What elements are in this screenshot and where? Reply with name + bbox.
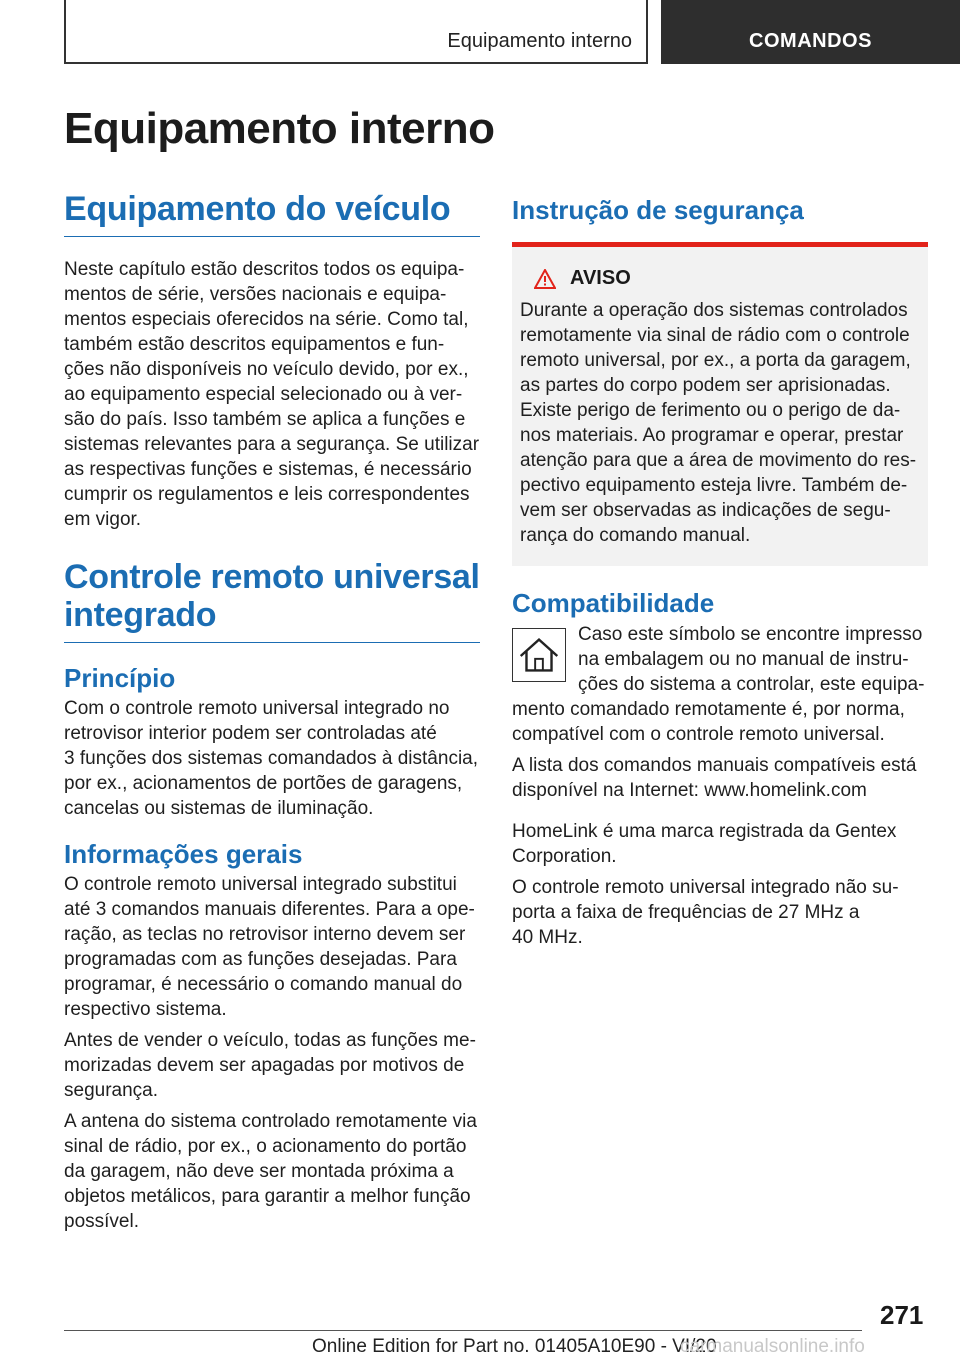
- para-before-selling: Antes de vender o veículo, todas as funções me- morizadas devem ser apagadas por motivos de segurança.: [64, 1030, 476, 1101]
- header-section-box: [64, 0, 648, 64]
- para-compatibility-side: Caso este símbolo se encontre impresso na embalagem ou no manual de instru- ções do sistema a controlar, este equipa-: [578, 624, 925, 695]
- para-frequency: O controle remoto universal integrado não su- porta a faixa de frequências de 27 MHz a 40 MHz.: [512, 877, 899, 948]
- heading-general-info: Informações gerais: [64, 839, 303, 869]
- heading-principle: Princípio: [64, 663, 176, 693]
- heading-compatibility: Compatibilidade: [512, 588, 715, 618]
- para-homelink-trademark: HomeLink é uma marca registrada da Gentex Corporation.: [512, 821, 897, 867]
- para-principle: Com o controle remoto universal integrado no retrovisor interior podem ser controladas até 3 funções dos sistemas comandados à distância, por ex., acionamentos de portões de garagens, cancelas ou sistemas de iluminação.: [64, 698, 479, 819]
- para-compatible-list: A lista dos comandos manuais compatíveis está disponível na Internet: www.homelink.com: [512, 755, 917, 801]
- heading-universal-remote: Controle remoto universal integrado: [64, 558, 480, 643]
- warning-label: AVISO: [570, 267, 631, 289]
- header-chapter-box: [661, 0, 960, 64]
- header-section-title: Equipamento interno: [447, 30, 632, 52]
- home-icon: [512, 628, 566, 682]
- footer-edition: Online Edition for Part no. 01405A10E90 - VI/20: [312, 1336, 717, 1357]
- warning-text: Durante a operação dos sistemas controlados remotamente via sinal de rádio com o controle remoto universal, por ex., a porta da garagem, as partes do corpo podem ser aprisionadas. Existe perigo de ferimento ou o perigo de da- nos materiais. Ao programar e operar, prestar atenção para que a área de movimento do res- pectivo equipamento esteja livre. Também de- vem ser observadas as indicações de segu- rança do comando manual.: [520, 300, 917, 546]
- heading-safety-instruction: Instrução de segurança: [512, 195, 804, 225]
- page-number: 271: [880, 1300, 924, 1330]
- para-vehicle-equipment: Neste capítulo estão descritos todos os equipa- mentos de série, versões nacionais e equipa- mentos especiais oferecidos na série. Como tal, também estão descritos equipamentos e fun- ções não disponíveis no veículo devido, por ex., ao equipamento especial selecionado ou à ver- são do país. Isso também se aplica a funções e sistemas relevantes para a segurança. Se utilizar as respectivas funções e sistemas, é necessário cumprir os regulamentos e leis correspondentes em vigor.: [64, 259, 480, 530]
- right-column: [512, 190, 928, 950]
- warning-triangle-icon: [534, 269, 556, 289]
- header-chapter-title: COMANDOS: [749, 30, 872, 52]
- left-column: [64, 190, 480, 1234]
- watermark: carmanualsonline.info: [680, 1336, 865, 1357]
- page-title: Equipamento interno: [64, 104, 495, 153]
- para-general-info: O controle remoto universal integrado substitui até 3 comandos manuais diferentes. Para a ope- ração, as teclas no retrovisor interno devem ser programadas com as funções desejadas. Para programar, é necessário o comando manual do respectivo sistema.: [64, 874, 475, 1020]
- footer-divider: [64, 1330, 862, 1331]
- warning-box: [512, 242, 928, 566]
- heading-vehicle-equipment: Equipamento do veículo: [64, 190, 480, 237]
- para-antenna: A antena do sistema controlado remotamente via sinal de rádio, por ex., o acionamento do portão da garagem, não deve ser montada próxima a objetos metálicos, para garantir a melhor função possível.: [64, 1111, 477, 1232]
- para-compatibility-rest: mento comandado remotamente é, por norma, compatível com o controle remoto universal.: [512, 699, 905, 745]
